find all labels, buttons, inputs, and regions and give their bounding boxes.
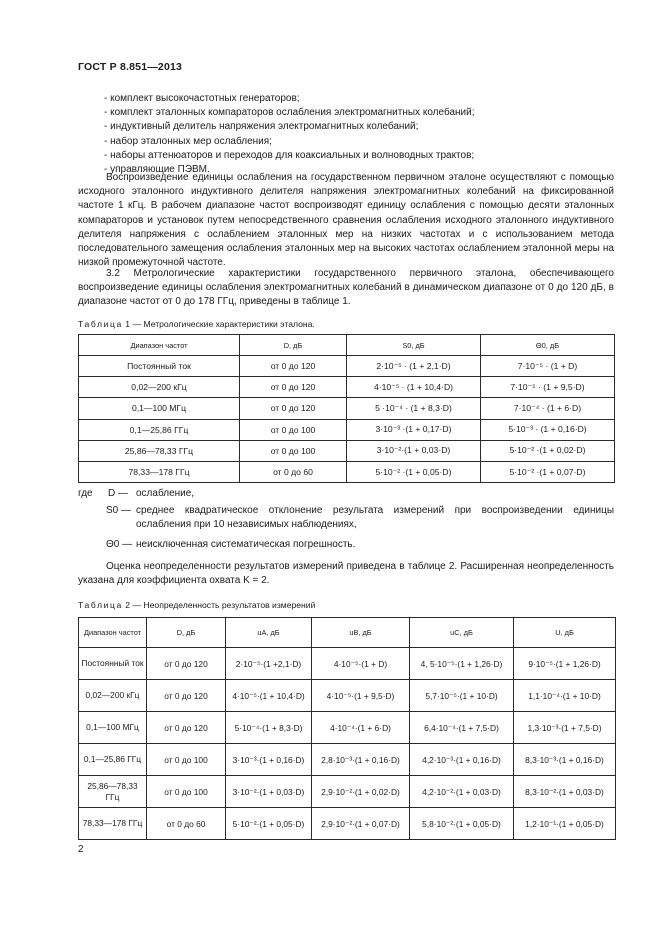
caption-text: 1 — Метрологические характеристики эталона. bbox=[125, 319, 315, 329]
table-cell: 5,7·10⁻⁵·(1 + 10·D) bbox=[410, 680, 514, 712]
table-cell: от 0 до 120 bbox=[240, 377, 347, 398]
legend-symbol: D — bbox=[108, 488, 128, 499]
table-cell: 1,1·10⁻⁴·(1 + 10·D) bbox=[514, 680, 616, 712]
table-cell: 7·10⁻⁵ · (1 + D) bbox=[481, 356, 615, 377]
table-row bbox=[79, 776, 616, 808]
table-row bbox=[79, 440, 615, 461]
table-row bbox=[79, 377, 615, 398]
table-measurement-uncertainty bbox=[78, 617, 616, 840]
table-cell: 4,2·10⁻³·(1 + 0,16·D) bbox=[410, 744, 514, 776]
table-cell: 7·10⁻⁴ · (1 + 6·D) bbox=[481, 398, 615, 419]
table-cell: Постоянный ток bbox=[79, 648, 147, 680]
table-cell: 2,8·10⁻³·(1 + 0,16·D) bbox=[312, 744, 410, 776]
table-cell: 5 ·10⁻⁴ · (1 + 8,3·D) bbox=[347, 398, 481, 419]
header-cell: Диапазон частот bbox=[79, 335, 240, 356]
table-cell: 5·10⁻³ · (1 + 0,16·D) bbox=[481, 419, 615, 440]
table-row bbox=[79, 712, 616, 744]
table-cell: 4·10⁻⁴·(1 + 6·D) bbox=[312, 712, 410, 744]
list-item: - управляющие ПЭВМ. bbox=[104, 164, 210, 176]
symbol-legend bbox=[78, 487, 618, 552]
legend-text: ослабление, bbox=[136, 488, 195, 499]
caption-prefix: Таблица bbox=[78, 600, 123, 610]
table-cell: от 0 до 100 bbox=[147, 776, 226, 808]
table-cell: 25,86—78,33 ГГц bbox=[79, 440, 240, 461]
table-cell: 5·10⁻² ·(1 + 0,02·D) bbox=[481, 440, 615, 461]
table-cell: 6,4·10⁻⁴·(1 + 7,5·D) bbox=[410, 712, 514, 744]
table-cell: 2·10⁻⁵·(1 +2,1·D) bbox=[226, 648, 312, 680]
table-row bbox=[79, 356, 615, 377]
legend-text: неисключенная систематическая погрешность. bbox=[136, 539, 356, 550]
legend-row bbox=[78, 487, 618, 501]
table-cell: от 0 до 120 bbox=[240, 356, 347, 377]
table-cell: от 0 до 120 bbox=[240, 398, 347, 419]
table-metrological-characteristics bbox=[78, 334, 615, 483]
table-cell: 5·10⁻² ·(1 + 0,05·D) bbox=[347, 461, 481, 482]
list-item: - индуктивный делитель напряжения электромагнитных колебаний; bbox=[104, 121, 419, 133]
table-cell: от 0 до 100 bbox=[147, 744, 226, 776]
table-cell: 4·10⁻⁵·(1 + 10,4·D) bbox=[226, 680, 312, 712]
table-cell: 0,02—200 кГц bbox=[79, 680, 147, 712]
table-cell: 4·10⁻⁵·(1 + D) bbox=[312, 648, 410, 680]
list-item: - комплект эталонных компараторов ослабления электромагнитных колебаний; bbox=[104, 107, 475, 119]
table-cell: 2·10⁻⁵ · (1 + 2,1·D) bbox=[347, 356, 481, 377]
legend-symbol: S0 — bbox=[106, 505, 132, 516]
table-cell: 3·10⁻²·(1 + 0,03·D) bbox=[347, 440, 481, 461]
table-cell: 0,1—25,86 ГГц bbox=[79, 419, 240, 440]
table-cell: от 0 до 120 bbox=[147, 680, 226, 712]
table-cell: 7·10⁻⁵ · (1 + 9,5·D) bbox=[481, 377, 615, 398]
table-cell: 78,33—178 ГГц bbox=[79, 808, 147, 840]
table-cell: от 0 до 120 bbox=[147, 648, 226, 680]
caption-text: 2 — Неопределенность результатов измерений bbox=[125, 600, 316, 610]
legend-text: среднее квадратическое отклонение результата измерений при воспроизведении единицы ослабления при 10 независимых наблюдениях, bbox=[136, 505, 614, 531]
table-row bbox=[79, 419, 615, 440]
table-cell: от 0 до 60 bbox=[240, 461, 347, 482]
table-cell: 9·10⁻⁵·(1 + 1,26·D) bbox=[514, 648, 616, 680]
document-id-header: ГОСТ Р 8.851—2013 bbox=[78, 61, 183, 73]
table-cell: 4, 5·10⁻⁵·(1 + 1,26·D) bbox=[410, 648, 514, 680]
table-cell: 25,86—78,33 ГГц bbox=[79, 776, 147, 808]
table-cell: 4·10⁻⁵ · (1 + 10,4·D) bbox=[347, 377, 481, 398]
page-number: 2 bbox=[78, 844, 84, 855]
caption-prefix: Таблица bbox=[78, 319, 123, 329]
table1-caption bbox=[78, 319, 315, 329]
table2-caption bbox=[78, 600, 315, 610]
legend-where: где bbox=[78, 488, 93, 499]
paragraph-text: 3.2 Метрологические характеристики государственного первичного эталона, обеспечивающего воспроизведение единицы ослабления электромагнитных колебаний в динамическом диапазоне от 0 до 120 дБ, в диапазоне частот от 0 до 178 ГГц, приведены в таблице 1. bbox=[78, 268, 614, 308]
table-cell: 4·10⁻⁵·(1 + 9,5·D) bbox=[312, 680, 410, 712]
table-header-row bbox=[79, 618, 616, 648]
paragraph-3-2 bbox=[78, 267, 614, 310]
table-cell: Постоянный ток bbox=[79, 356, 240, 377]
table-row bbox=[79, 680, 616, 712]
header-cell: uA, дБ bbox=[226, 618, 312, 648]
list-item: - набор эталонных мер ослабления; bbox=[104, 135, 272, 147]
table-row bbox=[79, 808, 616, 840]
table-cell: 1,3·10⁻³·(1 + 7,5·D) bbox=[514, 712, 616, 744]
table-row bbox=[79, 398, 615, 419]
table-cell: 4,2·10⁻²·(1 + 0,03·D) bbox=[410, 776, 514, 808]
table-cell: 3·10⁻²·(1 + 0,03·D) bbox=[226, 776, 312, 808]
table-cell: 1,2·10⁻¹·(1 + 0,05·D) bbox=[514, 808, 616, 840]
table-cell: 2,9·10⁻²·(1 + 0,02·D) bbox=[312, 776, 410, 808]
table-cell: 3·10⁻³ ·(1 + 0,17·D) bbox=[347, 419, 481, 440]
table-cell: от 0 до 100 bbox=[240, 440, 347, 461]
table-row bbox=[79, 461, 615, 482]
table-row bbox=[79, 744, 616, 776]
table-cell: 0,1—25,86 ГГц bbox=[79, 744, 147, 776]
header-cell: D, дБ bbox=[147, 618, 226, 648]
table-cell: 5·10⁻²·(1 + 0,05·D) bbox=[226, 808, 312, 840]
table-cell: 0,1—100 МГц bbox=[79, 398, 240, 419]
header-cell: S0, дБ bbox=[347, 335, 481, 356]
paragraph-text: Воспроизведение единицы ослабления на государственном первичном эталоне осуществляют с помощью исходного эталонного индуктивного делителя напряжения электромагнитных колебаний на фиксированной частоте 1 кГц. В рабочем диапазоне частот воспроизводят единицу ослабления с помощью десяти эталонных компараторов и установок путем непосредственного сравнения ослабления исходного эталонного индуктивного делителя напряжения с ослаблением эталонных мер на низких частотах и с использованием метода последовательного замещения ослабления эталонных мер на высоких частотах ослаблением эталонной меры на низкой промежуточной частоте. bbox=[78, 172, 614, 269]
table-cell: от 0 до 100 bbox=[240, 419, 347, 440]
table-cell: 78,33—178 ГГц bbox=[79, 461, 240, 482]
table-cell: 5·10⁻⁴·(1 + 8,3·D) bbox=[226, 712, 312, 744]
header-cell: Диапазон частот bbox=[79, 618, 147, 648]
paragraph-reproduction bbox=[78, 171, 614, 270]
header-cell: uC, дБ bbox=[410, 618, 514, 648]
table-cell: 2,9·10⁻²·(1 + 0,07·D) bbox=[312, 808, 410, 840]
header-cell: U, дБ bbox=[514, 618, 616, 648]
list-item: - комплект высокочастотных генераторов; bbox=[104, 93, 300, 104]
header-cell: Θ0, дБ bbox=[481, 335, 615, 356]
table-cell: 0,1—100 МГц bbox=[79, 712, 147, 744]
table-cell: 5,8·10⁻²·(1 + 0,05·D) bbox=[410, 808, 514, 840]
table-cell: 8,3·10⁻³·(1 + 0,16·D) bbox=[514, 744, 616, 776]
table-cell: 8,3·10⁻²·(1 + 0,03·D) bbox=[514, 776, 616, 808]
equipment-list bbox=[104, 92, 624, 177]
table-cell: от 0 до 60 bbox=[147, 808, 226, 840]
paragraph-uncertainty bbox=[78, 560, 614, 588]
legend-symbol: Θ0 — bbox=[106, 539, 133, 550]
header-cell: D, дБ bbox=[240, 335, 347, 356]
table-cell: 0,02—200 кГц bbox=[79, 377, 240, 398]
table-cell: от 0 до 120 bbox=[147, 712, 226, 744]
table-cell: 5·10⁻² ·(1 + 0,07·D) bbox=[481, 461, 615, 482]
legend-row bbox=[78, 538, 618, 552]
header-cell: uB, дБ bbox=[312, 618, 410, 648]
paragraph-text: Оценка неопределенности результатов измерений приведена в таблице 2. Расширенная неопределенность указана для коэффициента охвата K = 2. bbox=[78, 561, 614, 587]
table-cell: 3·10⁻³·(1 + 0,16·D) bbox=[226, 744, 312, 776]
table-row bbox=[79, 648, 616, 680]
legend-row bbox=[78, 504, 618, 539]
table-header-row bbox=[79, 335, 615, 356]
list-item: - наборы аттенюаторов и переходов для коаксиальных и волноводных трактов; bbox=[104, 149, 475, 161]
